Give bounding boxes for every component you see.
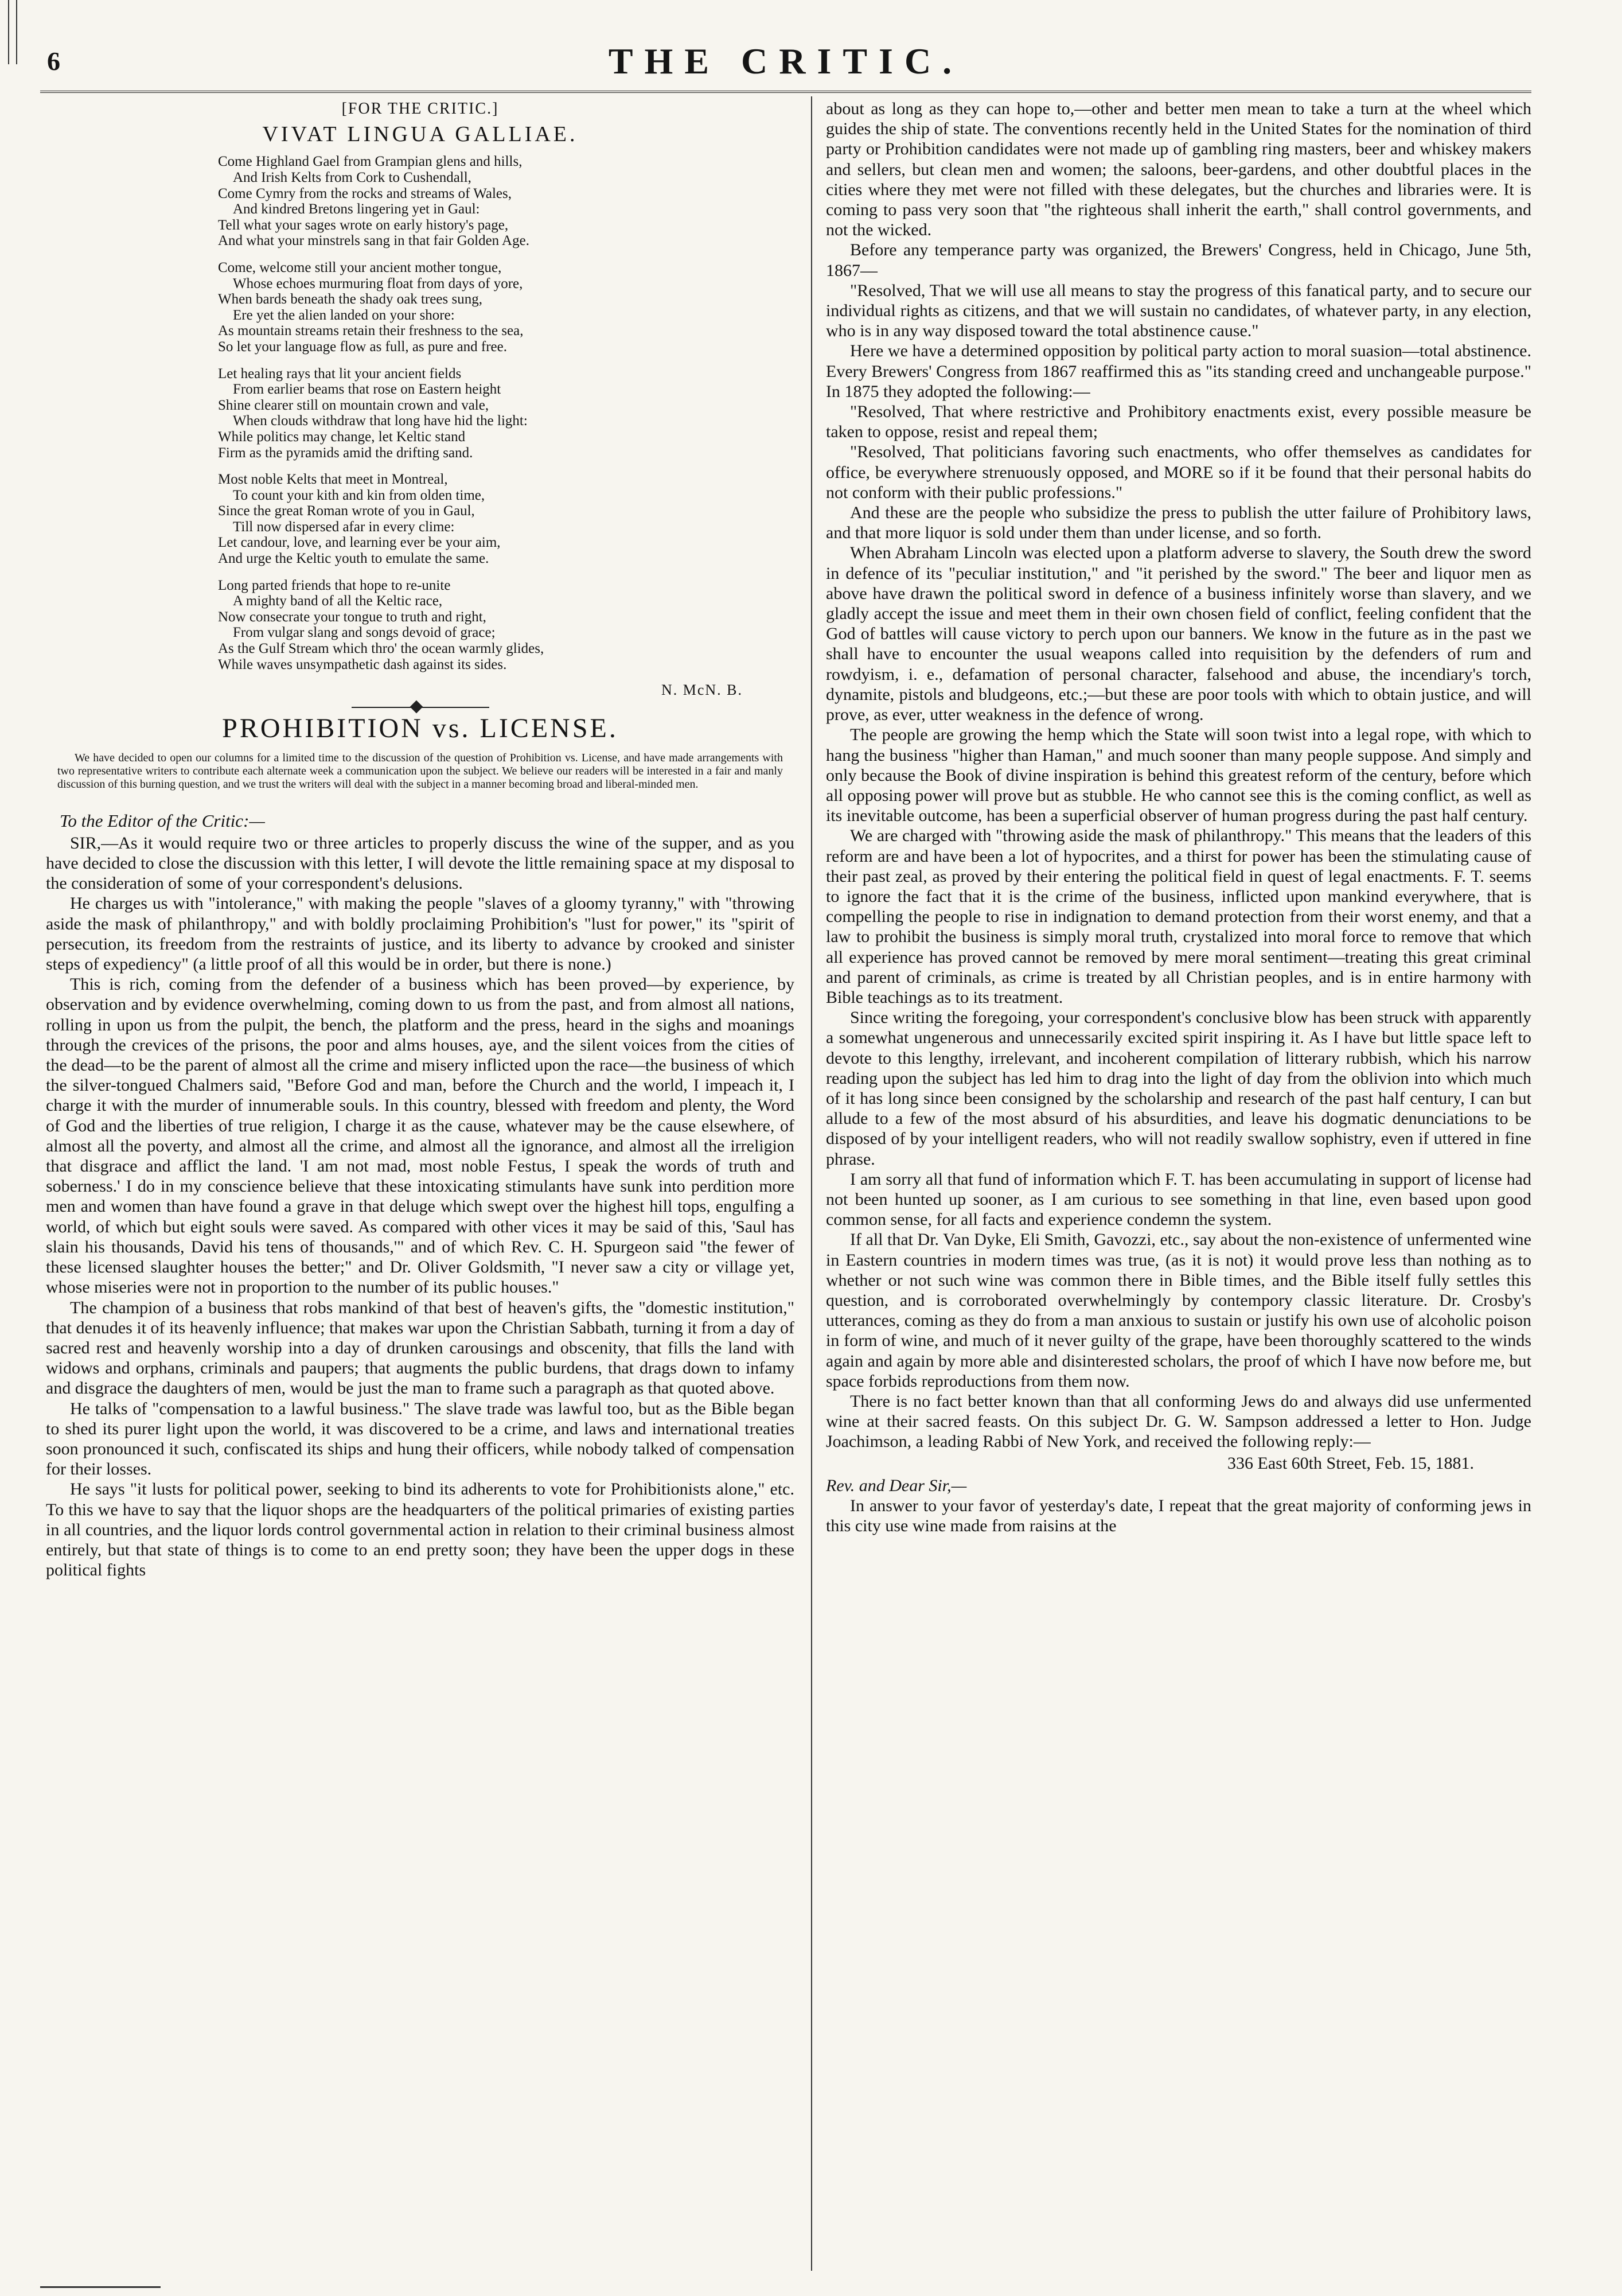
salutation: To the Editor of the Critic:—: [60, 810, 265, 831]
article-title: PROHIBITION vs. LICENSE.: [222, 713, 618, 744]
verse-line: Now consecrate your tongue to truth and right,: [218, 609, 486, 625]
poem: [46, 154, 794, 672]
page-header: [40, 34, 1531, 92]
article-paragraph: SIR,—As it would require two or three articles to properly discuss the wine of the supper, and as you have decided to close the discussion with this letter, I will devote the little remaining space at my disposal to the consideration of some of your correspondent's delusions.: [46, 833, 794, 893]
article-paragraph: "Resolved, That we will use all means to stay the progress of this fanatical party, and to secure our individual rights as citizens, and that we will sustain no candidates, of whatever party, in any election, who is in any way disposed toward the total abstinence cause.": [826, 281, 1531, 341]
editorial-notice: [57, 752, 783, 791]
page-edge-mark: [8, 0, 17, 64]
verse-line: Come Cymry from the rocks and streams of Wales,: [218, 185, 512, 201]
letter-address: 336 East 60th Street, Feb. 15, 1881.: [1227, 1453, 1474, 1473]
verse-line: Come Highland Gael from Grampian glens and hills,: [218, 154, 523, 170]
article-paragraph: "Resolved, That where restrictive and Prohibitory enactments exist, every possible measure be taken to oppose, resist and repeal them;: [826, 402, 1531, 442]
masthead: THE CRITIC.: [608, 41, 964, 81]
verse-line: While waves unsympathetic dash against its sides.: [218, 656, 507, 672]
verse-line: When clouds withdraw that long have hid the light:: [233, 413, 528, 429]
verse-line: And Irish Kelts from Cork to Cushendall,: [233, 170, 471, 185]
article-paragraph: This is rich, coming from the defender of a business which has been proved—by experience, by observation and by evidence overwhelming, coming down to us from the past, and from almost all nations, rolling in upon us from the pulpit, the bench, the platform and the press, heard in the sighs and moanings through the crevices of the prisons, the poor and alms houses, aye, and the silent voices from the cities of the dead—to be the parent of almost all the crime and misery inflicted upon the race—the business of which the silver-tongued Chalmers said, "Before God and man, before the Church and the world, I impeach it, I charge it with the murder of innumerable souls. In this country, blessed with freedom and plenty, the Word of God and the liberties of true religion, I charge it as the cause, whatever may be the cause elsewhere, of almost all the poverty, and almost all the crime, and almost all the ignorance, and almost all the irreligion that disgrace and afflict the land. 'I am not mad, most noble Festus, I speak the words of truth and soberness.' I do in my conscience believe that these intoxicating stimulants have sunk into perdition more men and women than have found a grave in that deluge which swept over the highest hill tops, engulfing a world, of which but eight souls were saved. As compared with other vices it may be said of this, 'Saul has slain his thousands, David his tens of thousands,'" and of which Rev. C. H. Spurgeon said "the fewer of these licensed slaughter houses the better;" and Dr. Oliver Goldsmith, "I never saw a city or village yet, whose miseries were not in proportion to the number of its public houses.": [46, 975, 794, 1297]
bottom-rule: [40, 2286, 161, 2288]
article-paragraph: He talks of "compensation to a lawful business." The slave trade was lawful too, but as the Bible began to shed its purer light upon the world, it was discovered to be a crime, and laws and international treaties soon pronounced it such, confiscated its ships and hung their officers, while nobody talked of compensation for their losses.: [46, 1399, 794, 1479]
article-paragraph: about as long as they can hope to,—other and better men mean to take a turn at the wheel which guides the ship of state. The conventions recently held in the United States for the nomination of third party or Prohibition candidates were not made up of gambling ring masters, beer and whiskey makers and sellers, but clean men and women; the saloons, beer-gardens, and other doubtful places in the cities where they met were not filled with these delegates, but the churches and libraries were. It is coming to pass very soon that "the righteous shall inherit the earth," shall control governments, and not the wicked.: [826, 99, 1531, 240]
verse-line: Come, welcome still your ancient mother tongue,: [218, 259, 502, 275]
ornamental-divider: [352, 707, 489, 711]
article-paragraph: When Abraham Lincoln was elected upon a platform adverse to slavery, the South drew the sword in defence of its "peculiar institution," and "it perished by the sword." The beer and liquor men as above have drawn the political sword in defence of a business infinitely worse than slavery, and we gladly accept the issue and meet them in their own chosen field of conflict, feeling confident that the God of battles will cause victory to perch upon our banners. We know in the future as in the past we shall have to encounter the usual weapons called into requisition by the defenders of rum and rowdyism, i. e., defamation of personal character, falsehood and abuse, the incendiary's torch, dynamite, pistols and bludgeons, etc.;—but these are poor tools with which to obtain justice, and will prove, as ever, utter weakness in the defence of wrong.: [826, 543, 1531, 725]
verse-line: Firm as the pyramids amid the drifting sand.: [218, 445, 473, 461]
notice-text: We have decided to open our columns for a limited time to the discussion of the question of Prohibition vs. License, and have made arrangements with two representative writers to contribute each alternate week a communication upon the subject. We believe our readers will be interested in a fair and manly discussion of this burning question, and we trust the writers will deal with the subject in a manner becoming broad and liberal-minded men.: [57, 751, 783, 791]
verse-line: To count your kith and kin from olden time,: [233, 487, 485, 503]
verse-line: While politics may change, let Keltic stand: [218, 429, 466, 445]
column-rule: [811, 96, 812, 2271]
verse-line: As mountain streams retain their freshness to the sea,: [218, 323, 524, 339]
verse-line: As the Gulf Stream which thro' the ocean warmly glides,: [218, 641, 544, 657]
poem-stanza: [218, 260, 794, 355]
verse-line: And what your minstrels sang in that fair Golden Age.: [218, 233, 529, 249]
article-paragraph: Since writing the foregoing, your correspondent's conclusive blow has been struck with apparently a somewhat ungenerous and unnecessarily excited spirit inspiring it. As I have but little space left to devote to this lengthy, irrelevant, and incoherent compilation of litterary rubbish, which his narrow reading upon the subject has led him to drag into the light of day from the oblivion into which much of it has long since been consigned by the scholarship and research of the past half century, I can but allude to a few of the most absurd of his absurdities, and leave his dogmatic denunciations to be disposed of by your intelligent readers, who will not readily swallow sophistry, even if uttered in fine phrase.: [826, 1008, 1531, 1169]
poem-title: VIVAT LINGUA GALLIAE.: [262, 122, 578, 147]
verse-line: Let candour, love, and learning ever be your aim,: [218, 535, 501, 551]
verse-line: So let your language flow as full, as pure and free.: [218, 338, 508, 355]
article-paragraph: He charges us with "intolerance," with making the people "slaves of a gloomy tyranny," with "throwing aside the mask of philanthropy," and with boldly proclaiming Prohibition's "lust for power," its "spirit of persecution, its freedom from the restraints of justice, and its liberty to advance by crooked and sinister steps of expediency" (a little proof of all this would be in order, but there is none.): [46, 894, 794, 974]
left-column: [46, 99, 794, 1580]
article-paragraph: Here we have a determined opposition by political party action to moral suasion—total abstinence. Every Brewers' Congress from 1867 reaffirmed this as "its standing creed and unchangeable purpose." In 1875 they adopted the following:—: [826, 341, 1531, 401]
poem-byline: [FOR THE CRITIC.]: [341, 100, 499, 118]
verse-line: Tell what your sages wrote on early history's page,: [218, 217, 509, 233]
header-rule: [40, 91, 1531, 93]
verse-line: And urge the Keltic youth to emulate the same.: [218, 551, 489, 567]
poem-stanza: [218, 472, 794, 567]
poem-signature: N. McN. B.: [661, 682, 743, 699]
article-paragraph: The people are growing the hemp which the State will soon twist into a legal rope, with which to hang the business "higher than Haman," and much sooner than many people suppose. And simply and only because the Book of divine inspiration is behind this greatest reform of the century, before which all opposing power will prove but as stubble. He who cannot see this is the coming conflict, as well as its inevitable outcome, has been a superficial observer of human progress during the past half century.: [826, 725, 1531, 826]
article-paragraph: Before any temperance party was organized, the Brewers' Congress, held in Chicago, June 5th, 1867—: [826, 240, 1531, 280]
letter-salutation: Rev. and Dear Sir,—: [826, 1476, 967, 1495]
verse-line: Whose echoes murmuring float from days of yore,: [233, 275, 523, 291]
verse-line: From vulgar slang and songs devoid of grace;: [233, 625, 496, 641]
verse-line: Long parted friends that hope to re-unite: [218, 577, 451, 593]
article-paragraph: There is no fact better known than that all conforming Jews do and always did use unfermented wine at their sacred feasts. On this subject Dr. G. W. Sampson addressed a letter to Hon. Judge Joachimson, a leading Rabbi of New York, and received the following reply:—: [826, 1392, 1531, 1451]
verse-line: Let healing rays that lit your ancient fields: [218, 365, 462, 382]
right-column: [826, 99, 1531, 1536]
poem-stanza: [218, 366, 794, 461]
verse-line: Since the great Roman wrote of you in Gaul,: [218, 503, 475, 519]
article-paragraph: And these are the people who subsidize the press to publish the utter failure of Prohibitory laws, and that more liquor is sold under them than under license, and so forth.: [826, 503, 1531, 543]
verse-line: Ere yet the alien landed on your shore:: [233, 307, 455, 323]
verse-line: A mighty band of all the Keltic race,: [233, 593, 443, 609]
article-paragraph: If all that Dr. Van Dyke, Eli Smith, Gavozzi, etc., say about the non-existence of unfermented wine in Eastern countries in modern times was true, (as it is not) it would prove less than nothing as to whether or not such wine was common there in Bible times, and the Bible itself fully settles this question, and is corroborated overwhelmingly by contempory classic literature. Dr. Crosby's utterances, coming as they do from a man anxious to sustain or justify his own use of alcoholic poison in form of wine, and much of it never guilty of the grape, have been thoroughly scattered to the winds again and again by more able and disinterested scholars, the proof of which I have now before me, but space forbids reproductions from them now.: [826, 1230, 1531, 1391]
poem-stanza: [218, 578, 794, 673]
verse-line: And kindred Bretons lingering yet in Gaul:: [233, 201, 480, 217]
verse-line: When bards beneath the shady oak trees sung,: [218, 291, 482, 308]
verse-line: From earlier beams that rose on Eastern height: [233, 382, 501, 398]
page-number: 6: [47, 46, 60, 76]
article-paragraph: He says "it lusts for political power, seeking to bind its adherents to vote for Prohibitionists alone," etc. To this we have to say that the liquor shops are the headquarters of the political primaries of existing parties in all countries, and the liquor lords control governmental action in relation to their criminal business almost entirely, but that state of things is to come to an end pretty soon; they have been the upper dogs in these political fights: [46, 1480, 794, 1580]
verse-line: Most noble Kelts that meet in Montreal,: [218, 472, 448, 488]
article-paragraph: I am sorry all that fund of information which F. T. has been accumulating in support of license had not been hunted up sooner, as I am curious to see something in that line, even based upon good common sense, for all facts and experience condemn the system.: [826, 1169, 1531, 1229]
article-paragraph: "Resolved, That politicians favoring such enactments, who offer themselves as candidates for office, be everywhere strenuously opposed, and MORE so if it be found that their personal habits do not conform with their public professions.": [826, 442, 1531, 502]
article-paragraph: The champion of a business that robs mankind of that best of heaven's gifts, the "domestic institution," that denudes it of its heavenly influence; that makes war upon the Christian Sabbath, turning it from a day of sacred rest and heavenly worship into a day of drunken carousings and obscenity, that fills the land with widows and orphans, criminals and paupers; that augments the public burdens, that drags down to infamy and disgrace the daughters of men, would be just the man to frame such a paragraph as that quoted above.: [46, 1298, 794, 1398]
verse-line: Shine clearer still on mountain crown and vale,: [218, 397, 489, 413]
verse-line: Till now dispersed afar in every clime:: [233, 519, 455, 535]
article-paragraph: We are charged with "throwing aside the mask of philanthropy." This means that the leaders of this reform are and have been a lot of hypocrites, and a thirst for power has been the stimulating cause of their past zeal, as proved by their entering the political field in quest of legal enactments. F. T. seems to ignore the fact that it is the crime of the business, inflicted upon mankind everywhere, that is compelling the people to rise in indignation to demand protection from their worst enemy, and that a law to prohibit the business is simply moral truth, crystalized into moral force to remove that which all experience has proved cannot be removed by mere moral sentiment—treating this great criminal and parent of criminals, as crime is treated by all Christian peoples, and is in entire harmony with Bible teachings as to its treatment.: [826, 826, 1531, 1007]
article-paragraph: In answer to your favor of yesterday's date, I repeat that the great majority of conforming jews in this city use wine made from raisins at the: [826, 1496, 1531, 1536]
poem-stanza: [218, 154, 794, 249]
